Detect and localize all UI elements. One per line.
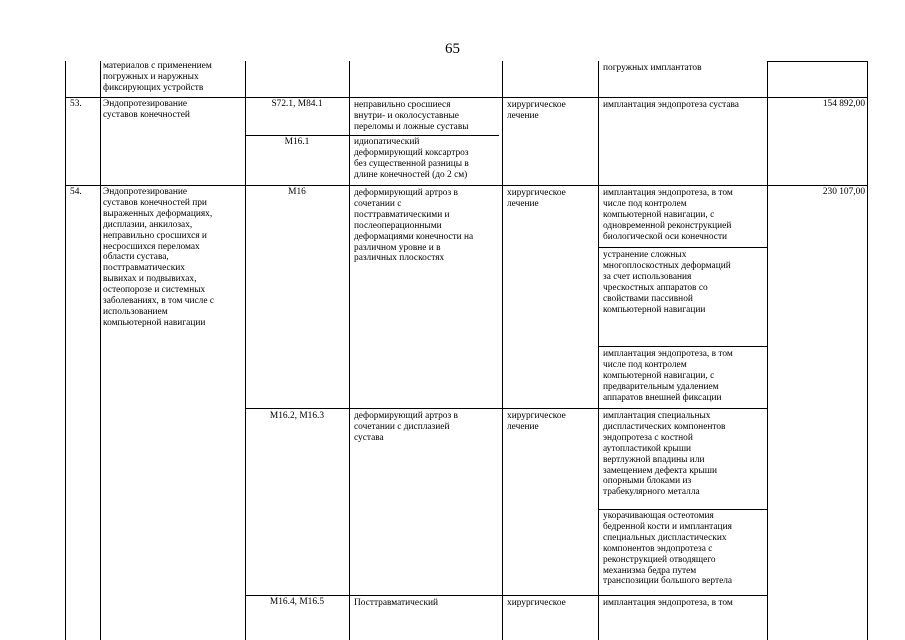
grid-line [767, 61, 768, 640]
grid-line [867, 61, 868, 97]
procedures-table [65, 61, 868, 640]
row-54-method: Эндопротезирование суставов конечностей при выраженных деформациях, дисплазии, анкилозах, неправильно сросшихся и несросшихся переломах области сустава, посттравматических вывихах и подвывихах, остеопорозе и системных заболеваниях, в том числе с использованием компьютерной навигации [103, 187, 214, 328]
row-53-number: 53. [70, 99, 82, 109]
row-53-diagnosis-a: неправильно сросшиеся внутри- и околосуставные переломы и ложные суставы [354, 100, 469, 132]
grid-line [245, 408, 768, 409]
row-53-codes-a: S72.1, M84.1 [271, 99, 323, 109]
grid-line [100, 61, 101, 640]
grid-line [65, 185, 868, 186]
row-54-codes-b: M16.2, M16.3 [269, 411, 325, 421]
grid-line [502, 61, 503, 640]
row-54-treatment-a3: имплантация эндопротеза, в том числе под контролем компьютерной навигации, с предварительным удалением аппаратов внешней фиксации [603, 349, 733, 403]
grid-line [867, 97, 868, 640]
row-54-diagnosis-c: Посттравматический [354, 598, 439, 608]
row-54-codes-c: M16.4, M16.5 [269, 597, 325, 607]
row-54-codes-a: M16 [288, 187, 306, 197]
grid-line [245, 135, 499, 136]
grid-line [65, 97, 868, 98]
row-53-treatment: имплантация эндопротеза сустава [603, 100, 739, 110]
row-53-treatment-type: хирургическое лечение [507, 100, 566, 121]
grid-line [349, 61, 350, 640]
page-number: 65 [445, 41, 460, 57]
row-54-treatment-a2: устранение сложных многоплоскостных деформаций за счет использования чрескостных аппаратов со свойствами пассивной компьютерной навигации [603, 250, 731, 315]
row-54-treatment-type-a: хирургическое лечение [507, 188, 566, 209]
row-54-treatment-type-c: хирургическое [507, 598, 566, 608]
row-53-method: Эндопротезирование суставов конечностей [103, 99, 190, 120]
grid-line [598, 61, 599, 640]
grid-line [245, 595, 768, 596]
grid-line [598, 346, 768, 347]
row-53-codes-b: M16.1 [284, 137, 310, 147]
row-54-treatment-b2: укорачивающая остеотомия бедренной кости и имплантация специальных диспластических компонентов эндопротеза с реконструкцией отводящего механизма бедра путем транспозиции большого вертела [603, 511, 733, 587]
row-54-treatment-a1: имплантация эндопротеза, в том числе под контролем компьютерной навигации, с одновременной реконструкцией биологической оси конечности [603, 188, 733, 242]
row-53-price: 154 892,00 [822, 99, 865, 109]
grid-line [598, 509, 768, 510]
row-54-price: 230 107,00 [822, 187, 865, 197]
row-54-number: 54. [70, 187, 82, 197]
row-54-diagnosis-b: деформирующий артроз в сочетании с дисплазией сустава [354, 411, 458, 443]
row-53-diagnosis-b: идиопатический деформирующий коксартроз без существенной разницы в длине конечностей (до 2 см) [354, 137, 469, 180]
grid-line [598, 247, 768, 248]
row-54-diagnosis-a: деформирующий артроз в сочетании с посттравматическими и послеоперационными деформациями конечности на различном уровне и в различных плоскостях [354, 188, 474, 264]
continuation-method: материалов с применением погружных и наружных фиксирующих устройств [103, 61, 212, 93]
row-54-treatment-c: имплантация эндопротеза, в том [603, 598, 733, 608]
continuation-treatment: погружных имплантатов [603, 63, 702, 73]
row-54-treatment-type-b: хирургическое лечение [507, 411, 566, 432]
grid-line [767, 61, 868, 62]
grid-line [65, 61, 66, 640]
row-54-treatment-b1: имплантация специальных диспластических компонентов эндопротеза с костной аутопластикой крыши вертлужной впадины или замещением дефекта крыши опорными блоками из трабекулярного металла [603, 411, 726, 498]
